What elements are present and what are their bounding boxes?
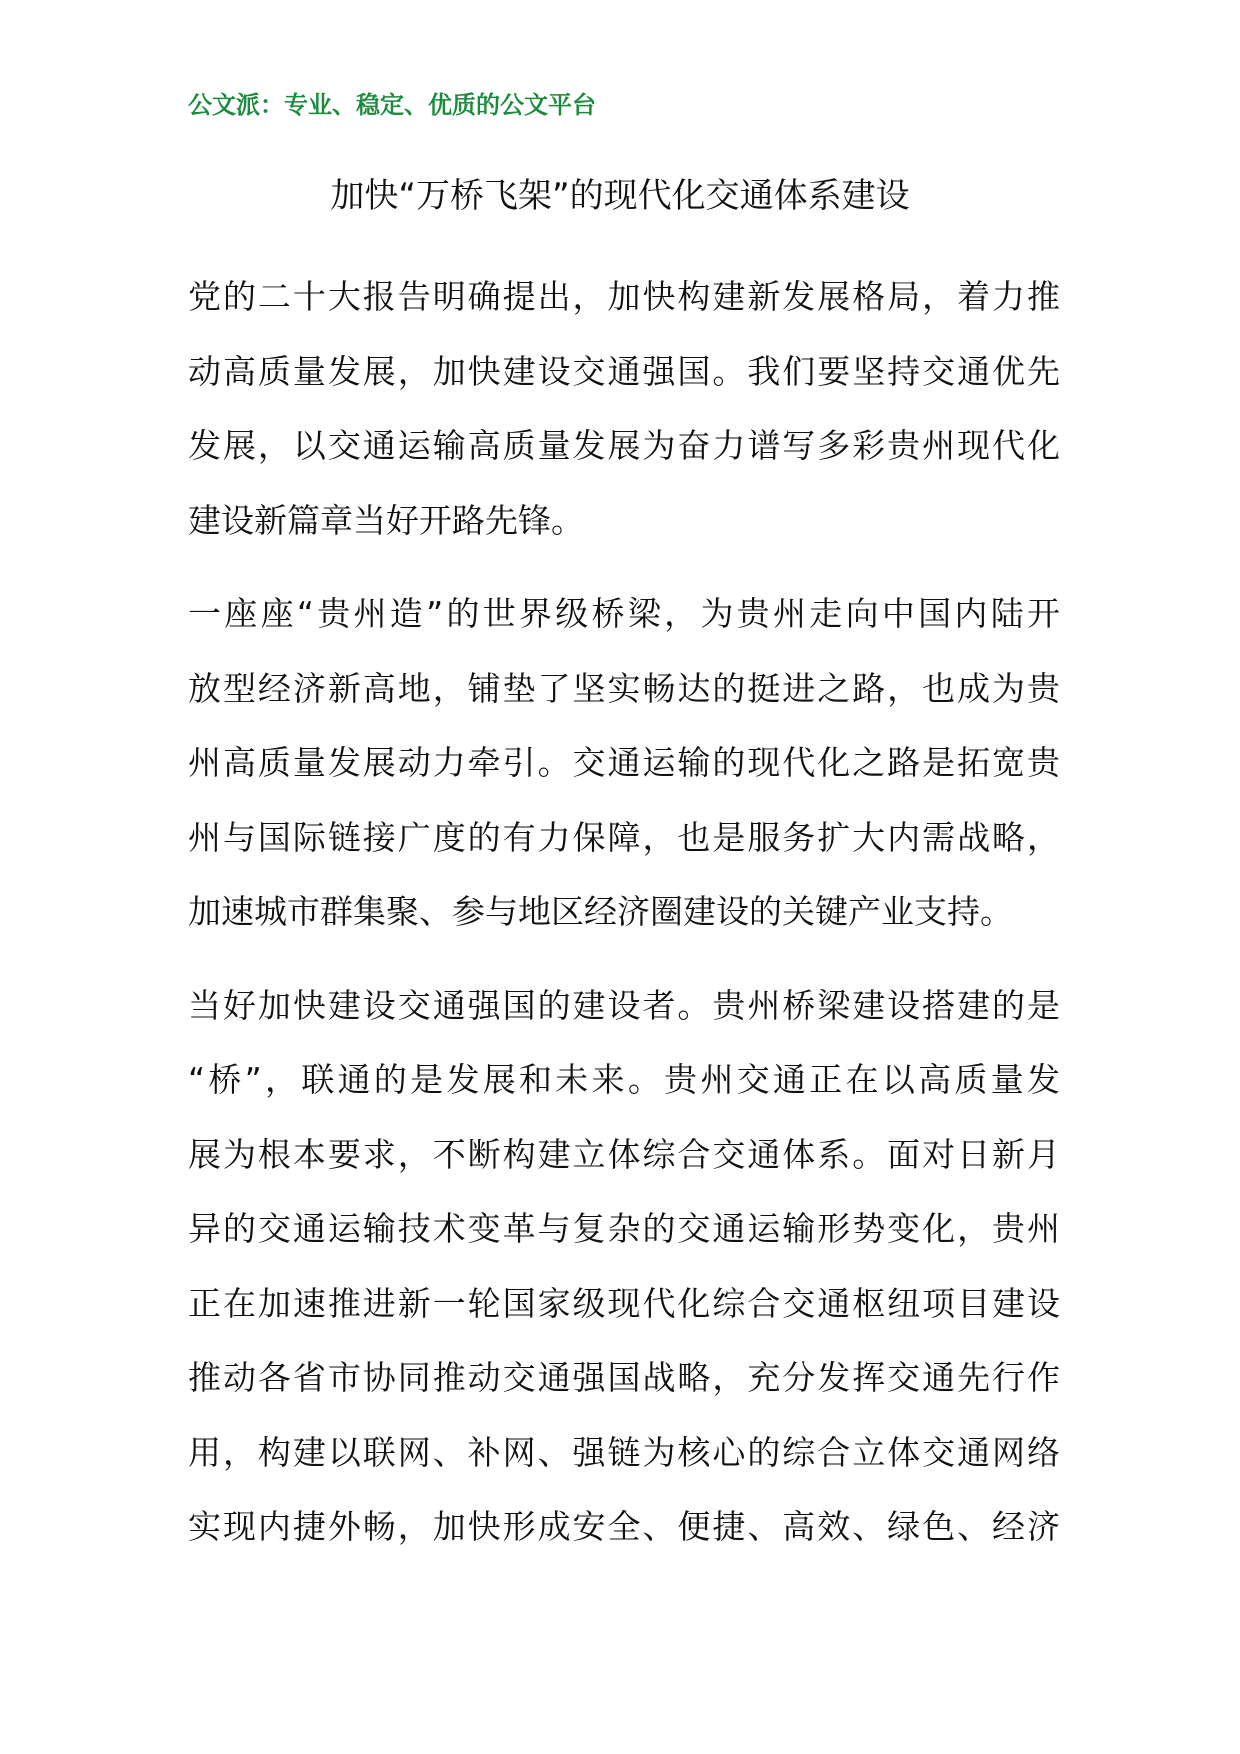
paragraph-line: 一座座“贵州造”的世界级桥梁，为贵州走向中国内陆开 bbox=[188, 594, 1060, 633]
paragraph-line: “桥”，联通的是发展和未来。贵州交通正在以高质量发 bbox=[188, 1060, 1060, 1099]
site-slogan: 公文派：专业、稳定、优质的公文平台 bbox=[188, 91, 596, 119]
paragraph-line: 当好加快建设交通强国的建设者。贵州桥梁建设搭建的是 bbox=[188, 985, 1060, 1025]
paragraph-3 bbox=[188, 969, 1060, 1565]
paragraph-line: 建设新篇章当好开路先锋。 bbox=[188, 500, 584, 540]
paragraph-line: 用，构建以联网、补网、强链为核心的综合立体交通网络 bbox=[188, 1432, 1060, 1472]
paragraph-line: 党的二十大报告明确提出，加快构建新发展格局，着力推 bbox=[188, 277, 1060, 316]
paragraph-line: 州与国际链接广度的有力保障，也是服务扩大内需战略， bbox=[188, 817, 1060, 857]
paragraph-line: 动高质量发展，加快建设交通强国。我们要坚持交通优先 bbox=[188, 351, 1060, 391]
document-title: 加快“万桥飞架”的现代化交通体系建设 bbox=[330, 176, 910, 216]
paragraph-line: 异的交通运输技术变革与复杂的交通运输形势变化，贵州 bbox=[188, 1209, 1060, 1248]
paragraph-line: 推动各省市协同推动交通强国战略，充分发挥交通先行作 bbox=[188, 1358, 1060, 1397]
paragraph-2 bbox=[188, 577, 1060, 950]
paragraph-line: 加速城市群集聚、参与地区经济圈建设的关键产业支持。 bbox=[188, 892, 1013, 931]
paragraph-line: 实现内捷外畅，加快形成安全、便捷、高效、绿色、经济 bbox=[188, 1507, 1060, 1546]
paragraph-line: 州高质量发展动力牵引。交通运输的现代化之路是拓宽贵 bbox=[188, 743, 1060, 782]
paragraph-line: 放型经济新高地，铺垫了坚实畅达的挺进之路，也成为贵 bbox=[188, 668, 1060, 708]
document-body bbox=[188, 260, 1060, 1584]
paragraph-line: 正在加速推进新一轮国家级现代化综合交通枢纽项目建设 bbox=[188, 1283, 1060, 1323]
paragraph-line: 发展，以交通运输高质量发展为奋力谱写多彩贵州现代化 bbox=[188, 426, 1060, 465]
paragraph-line: 展为根本要求，不断构建立体综合交通体系。面对日新月 bbox=[188, 1134, 1060, 1174]
paragraph-1 bbox=[188, 260, 1060, 558]
